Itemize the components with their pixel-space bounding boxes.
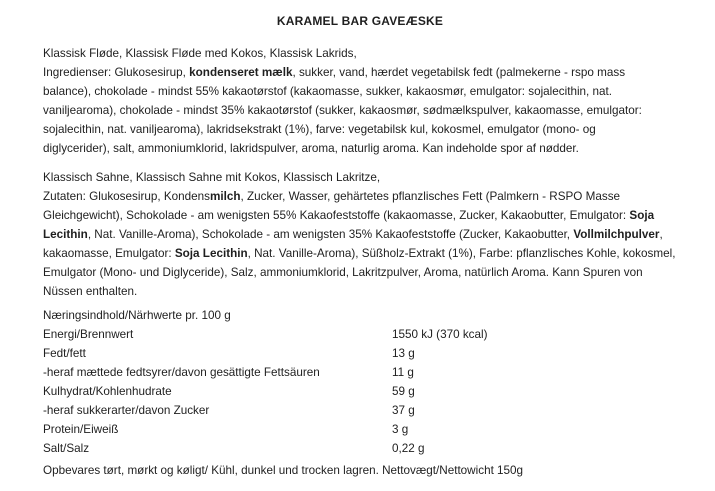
nutrient-value: 11 g xyxy=(392,366,414,379)
nutrition-header: Næringsindhold/Närhwerte pr. 100 g xyxy=(43,309,231,322)
nutrient-value: 0,22 g xyxy=(392,442,425,455)
text-line xyxy=(43,187,677,206)
nutrition-row xyxy=(43,382,677,401)
text-line xyxy=(43,168,677,187)
text-line xyxy=(43,120,677,139)
nutrient-value: 3 g xyxy=(392,423,409,436)
text-line xyxy=(43,63,677,82)
bold-text-segment: Soja xyxy=(629,209,655,222)
bold-text-segment: milch xyxy=(209,190,241,203)
text-line xyxy=(43,244,677,263)
storage-note: Opbevares tørt, mørkt og køligt/ Kühl, dunkel und trocken lagren. Nettovægt/Nettowicht 150g xyxy=(43,464,524,477)
text-line xyxy=(43,101,677,120)
nutrient-label: -heraf sukkerarter/davon Zucker xyxy=(43,404,210,417)
nutrition-row xyxy=(43,439,677,458)
nutrition-table xyxy=(43,306,677,458)
nutrient-label: Energi/Brennwert xyxy=(43,328,134,341)
text-line xyxy=(43,82,677,101)
text-line xyxy=(43,282,677,301)
nutrient-label: Protein/Eiweiß xyxy=(43,423,119,436)
nutrient-label: Fedt/fett xyxy=(43,347,86,360)
text-segment: , sukker, vand, hærdet vegetabilsk fedt (palmekerne - rspo mass xyxy=(292,66,626,79)
bold-text-segment: Lecithin xyxy=(43,228,88,241)
nutrition-row xyxy=(43,401,677,420)
nutrition-rows xyxy=(43,325,677,458)
ingredients-german xyxy=(43,168,677,301)
nutrient-label: Kulhydrat/Kohlenhudrate xyxy=(43,385,172,398)
bold-text-segment: Vollmilchpulver xyxy=(573,228,660,241)
text-segment: diglycerider), salt, ammoniumklorid, lakridspulver, aroma, naturlig aroma. Kan indeholde spor af nødder. xyxy=(43,142,579,155)
bold-text-segment: kondenseret mælk xyxy=(189,66,293,79)
text-segment: , Zucker, Wasser, gehärtetes pflanzlisches Fett (Palmkern - RSPO Masse xyxy=(240,190,621,203)
nutrition-row xyxy=(43,325,677,344)
text-segment: Gleichgewicht), Schokolade - am wenigsten 55% Kakaofeststoffe (kakaomasse, Zucker, Kakaobutter, Emulgator: xyxy=(43,209,630,222)
nutrient-value: 1550 kJ (370 kcal) xyxy=(392,328,488,341)
text-line xyxy=(43,263,677,282)
text-segment: Klassisk Fløde, Klassisk Fløde med Kokos, Klassisk Lakrids, xyxy=(43,47,357,60)
text-segment: kakaomasse, Emulgator: xyxy=(43,247,175,260)
nutrient-value: 59 g xyxy=(392,385,415,398)
text-segment: balance), chokolade - mindst 55% kakaotørstof (kakaomasse, sukker, kakaosmør, emulgator: sojalecithin, nat. xyxy=(43,85,613,98)
text-segment: , Nat. Vanille-Aroma), Süßholz-Extrakt (1%), Farbe: pflanzlisches Kohle, kokosmel, xyxy=(247,247,676,260)
text-segment: sojalecithin, nat. vaniljearoma), lakridsekstrakt (1%), farve: vegetabilsk kul, kokosmel, emulgator (mono- og xyxy=(43,123,596,136)
text-segment: Nüssen enthalten. xyxy=(43,285,138,298)
bold-text-segment: Soja Lecithin xyxy=(174,247,248,260)
nutrient-label: -heraf mættede fedtsyrer/davon gesättigte Fettsäuren xyxy=(43,366,320,379)
text-segment: Klassisch Sahne, Klassisch Sahne mit Kokos, Klassisch Lakritze, xyxy=(43,171,381,184)
text-line xyxy=(43,206,677,225)
text-line xyxy=(43,225,677,244)
text-segment: , xyxy=(659,228,663,241)
text-segment: Ingredienser: Glukosesirup, xyxy=(43,66,190,79)
nutrition-row xyxy=(43,363,677,382)
nutrient-value: 37 g xyxy=(392,404,415,417)
product-title: KARAMEL BAR GAVEÆSKE xyxy=(276,14,444,28)
text-segment: , Nat. Vanille-Aroma), Schokolade - am wenigsten 35% Kakaofeststoffe (Zucker, Kakaobutter, xyxy=(87,228,574,241)
nutrition-row xyxy=(43,420,677,439)
nutrient-value: 13 g xyxy=(392,347,415,360)
text-line xyxy=(43,44,677,63)
text-line xyxy=(43,139,677,158)
text-segment: Emulgator (Mono- und Diglyceride), Salz, ammoniumklorid, Lakritzpulver, Aroma, natürlich Aroma. Kann Spuren von xyxy=(43,266,643,279)
ingredients-danish xyxy=(43,44,677,158)
text-segment: Zutaten: Glukosesirup, Kondens xyxy=(43,190,210,203)
nutrition-row xyxy=(43,344,677,363)
text-segment: vaniljearoma), chokolade - mindst 35% kakaotørstof (sukker, kakaosmør, sødmælkspulver, kakaomasse, emulgator: xyxy=(43,104,642,117)
nutrient-label: Salt/Salz xyxy=(43,442,90,455)
